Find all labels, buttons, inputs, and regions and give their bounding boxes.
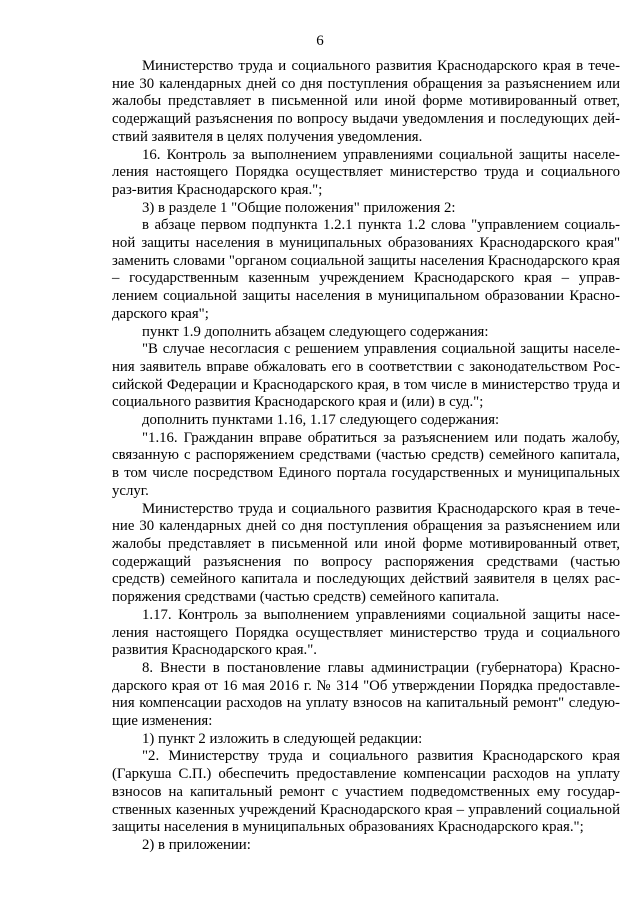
page-number: 6 <box>316 33 324 49</box>
paragraph-point-2-text: "2. Министерству труда и социального развития Краснодарского края (Гаркуша С.П.) обеспечить предоставление компенсации расходов на уплату взносов на капитальный ремонт с участием подведомственных ему государ-ственных казенных учреждений Краснодарского края – управлений социальной защиты населения в муниципальных образованиях Краснодарского края."; <box>112 748 620 836</box>
paragraph-item-1-9-text: "В случае несогласия с решением управления социальной защиты населе-ния заявитель вправе обжаловать его в соответствии с законодательством Рос-сийской Федерации и Краснодарского края, в том числе в министерство труда и социального развития Краснодарского края и (или) в суд."; <box>112 341 620 411</box>
paragraph-ministry-response-capital: Министерство труда и социального развития Краснодарского края в тече-ние 30 календарных дней со дня поступления обращения за разъяснением или жалобы представляет в письменной или иной форме мотивированный ответ, содержащий разъяснения по вопросу распоряжения средствами (частью средств) семейного капитала и последующих действий заявителя в целях рас-поряжения средствами (частью средств) семейного капитала. <box>112 500 620 606</box>
paragraph-add-items-intro: дополнить пунктами 1.16, 1.17 следующего содержания: <box>142 412 500 429</box>
paragraph-ministry-response-notice: Министерство труда и социального развития Краснодарского края в тече-ние 30 календарных дней со дня поступления обращения за разъяснением или жалобы представляет в письменной или иной форме мотивированный ответ, содержащий разъяснения по вопросу выдачи уведомления и последующих дей-ствий заявителя в целях получения уведомления. <box>112 58 620 145</box>
paragraph-subitem-1-2-1: в абзаце первом подпункта 1.2.1 пункта 1.2 слова "управлением социаль-ной защиты населения в муниципальных образованиях Краснодарского края" заменить словами "органом социальной защиты населения Краснодарского края – государственным казенным учреждением Краснодарского края – управ-лением социальной защиты населения в муниципальном образовании Красно-дарского края"; <box>112 217 620 322</box>
paragraph-item-16: 16. Контроль за выполнением управлениями социальной защиты населе-ления настоящего Порядка осуществляет министерство труда и социального раз-вития Краснодарского края."; <box>112 146 620 198</box>
paragraph-section-1-appendix-2: 3) в разделе 1 "Общие положения" приложения 2: <box>142 199 456 216</box>
paragraph-item-1-9-intro: пункт 1.9 дополнить абзацем следующего содержания: <box>142 323 489 340</box>
paragraph-item-8: 8. Внести в постановление главы администрации (губернатора) Красно-дарского края от 16 мая 2016 г. № 314 "Об утверждении Порядка предоставле-ния компенсации расходов на уплату взносов на капитальный ремонт" следую-щие изменения: <box>112 659 620 730</box>
paragraph-subitem-1-point-2: 1) пункт 2 изложить в следующей редакции: <box>142 730 423 747</box>
paragraph-item-1-16: "1.16. Гражданин вправе обратиться за разъяснением или подать жалобу, связанную с распоряжением средствами (частью средств) семейного капитала, в том числе посредством Единого портала государственных и муниципальных услуг. <box>112 429 620 499</box>
document-body <box>112 58 620 855</box>
paragraph-item-1-17: 1.17. Контроль за выполнением управлениями социальной защиты насе-ления настоящего Порядка осуществляет министерство труда и социального развития Краснодарского края.". <box>112 606 620 659</box>
paragraph-subitem-2-appendix: 2) в приложении: <box>142 836 251 853</box>
